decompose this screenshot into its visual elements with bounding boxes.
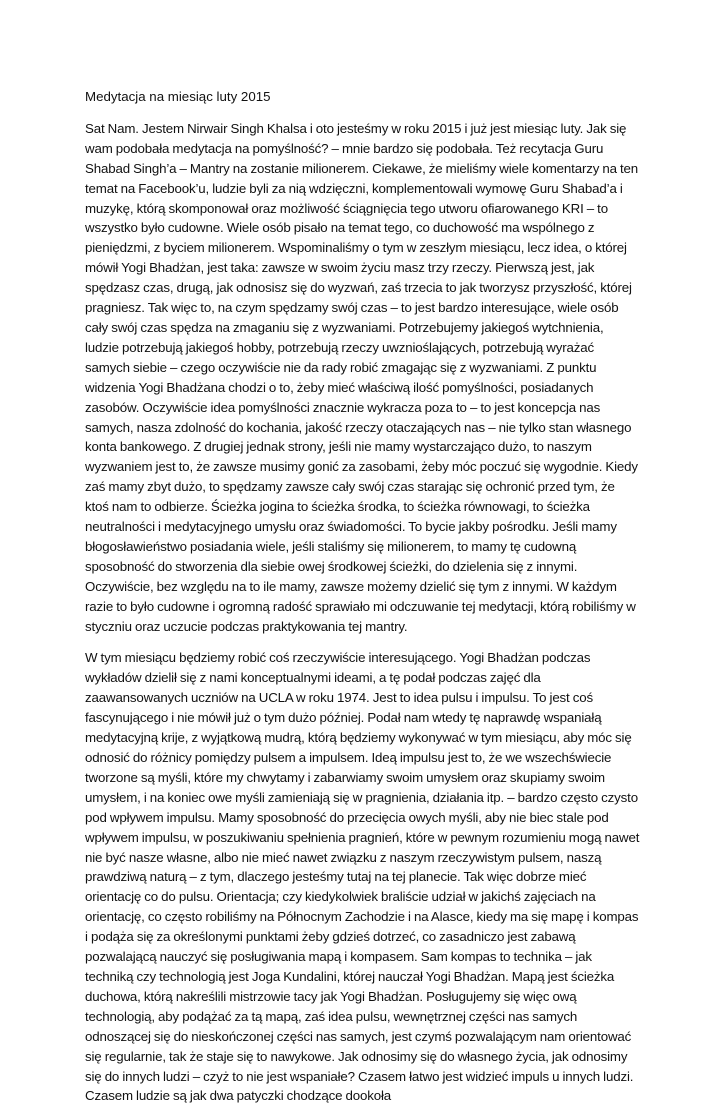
document-title: Medytacja na miesiąc luty 2015 bbox=[85, 89, 271, 104]
paragraph-1: Sat Nam. Jestem Nirwair Singh Khalsa i oto jesteśmy w roku 2015 i już jest miesiąc luty. Jak się wam podobała medytacja na pomyślność? – mnie bardzo się podobała. Też recytacja Guru Shabad Singh’a – Mantry na zostanie milionerem. Ciekawe, że mieliśmy wiele komentarzy na ten temat na Facebook’u, ludzie byli za nią wdzięczni, komplementowali wymowę Guru Shabad’a i muzykę, którą skomponował oraz możliwość ściągnięcia tego utworu ofiarowanego KRI – to wszystko było cudowne. Wiele osób pisało na temat tego, co duchowość ma wspólnego z pieniędzmi, z byciem milionerem. Wspominaliśmy o tym w zeszłym miesiącu, lecz idea, o której mówił Yogi Bhadżan, jest taka: zawsze w swoim życiu masz trzy rzeczy. Pierwszą jest, jak spędzasz czas, drugą, jak odnosisz się do wyzwań, zaś trzecia to jak tworzysz przyszłość, której pragniesz. Tak więc to, na czym spędzamy swój czas – to jest bardzo interesujące, wiele osób cały swój czas spędza na zmaganiu się z wyzwaniami. Potrzebujemy jakiegoś wytchnienia, ludzie potrzebują jakiegoś hobby, potrzebują rzeczy uwznioślających, potrzebują wyrażać samych siebie – czego oczywiście nie da rady robić zmagając się z wyzwaniami. Z punktu widzenia Yogi Bhadżana chodzi o to, żeby mieć właściwą ilość pomyślności, posiadanych zasobów. Oczywiście idea pomyślności znacznie wykracza poza to – to jest koncepcja nas samych, nasza zdolność do kochania, jakość rzeczy otaczających nas – nie tylko stan własnego konta bankowego. Z drugiej jednak strony, jeśli nie mamy wystarczająco dużo, to naszym wyzwaniem jest to, że zawsze musimy gonić za zasobami, żeby móc poczuć się wygodnie. Kiedy zaś mamy zbyt dużo, to spędzamy zawsze cały swój czas starając się ochronić przed tym, że ktoś nam to odbierze. Ścieżka jogina to ścieżka środka, to ścieżka równowagi, to ścieżka neutralności i medytacyjnego umysłu oraz świadomości. To bycie jakby pośrodku. Jeśli mamy błogosławieństwo posiadania wiele, jeśli staliśmy się milionerem, to mamy tę cudowną sposobność do stworzenia dla siebie owej środkowej ścieżki, do dzielenia się z innymi. Oczywiście, bez względu na to ile mamy, zawsze możemy dzielić się tym z innymi. W każdym razie to było cudowne i ogromną radość sprawiało mi odczuwanie tej medytacji, którą robiliśmy w styczniu oraz uczucie podczas praktykowania tej mantry. bbox=[85, 120, 639, 634]
paragraph-2: W tym miesiącu będziemy robić coś rzeczywiście interesującego. Yogi Bhadżan podczas wykładów dzielił się z nami konceptualnymi ideami, a tę podał podczas zajęć dla zaawansowanych uczniów na UCLA w roku 1974. Jest to idea pulsu i impulsu. To jest coś fascynującego i nie mówił już o tym dużo później. Podał nam wtedy tę naprawdę wspaniałą medytacyjną krije, z wyjątkową mudrą, którą będziemy wykonywać w tym miesiącu, aby móc się odnosić do różnicy pomiędzy pulsem a impulsem. Ideą impulsu jest to, że we wszechświecie tworzone są myśli, które my chwytamy i zabarwiamy swoim umysłem oraz skupiamy swoim umysłem, i na koniec owe myśli zamieniają się w pragnienia, działania itp. – bardzo często czysto pod wpływem impulsu. Mamy sposobność do przecięcia owych myśli, aby nie biec stale pod wpływem impulsu, w poszukiwaniu spełnienia pragnień, które w pewnym rozumieniu mogą nawet nie być nasze własne, albo nie mieć nawet związku z naszym rzeczywistym pulsem, naszą prawdziwą naturą – z tym, dlaczego jesteśmy tutaj na tej planecie. Tak więc dobrze mieć orientację co do pulsu. Orientacja; czy kiedykolwiek braliście udział w jakichś zajęciach na orientację, co często robiliśmy na Północnym Zachodzie i na Alasce, kiedy ma się mapę i kompas i podąża się za określonymi punktami żeby gdzieś dotrzeć, co zasadniczo jest zabawą pozwalającą nauczyć się posługiwania mapą i kompasem. Sam kompas to technika – jak techniką czy technologią jest Joga Kundalini, której nauczał Yogi Bhadżan. Mapą jest ścieżka duchowa, którą nakreślili mistrzowie tacy jak Yogi Bhadżan. Posługujemy się więc ową technologią, aby podążać za tą mapą, zaś idea pulsu, wewnętrznej części nas samych odnoszącej się do nieskończonej części nas samych, jest czymś pozwalającym nam orientować się regularnie, tak że staje się to nawykowe. Jak odnosimy się do własnego życia, jak odnosimy się do innych ludzi – czyż to nie jest wspaniałe? Czasem łatwo jest widzieć impuls u innych ludzi. Czasem ludzie są jak dwa patyczki chodzące dookoła bbox=[85, 650, 640, 1104]
document-page bbox=[85, 87, 640, 1118]
